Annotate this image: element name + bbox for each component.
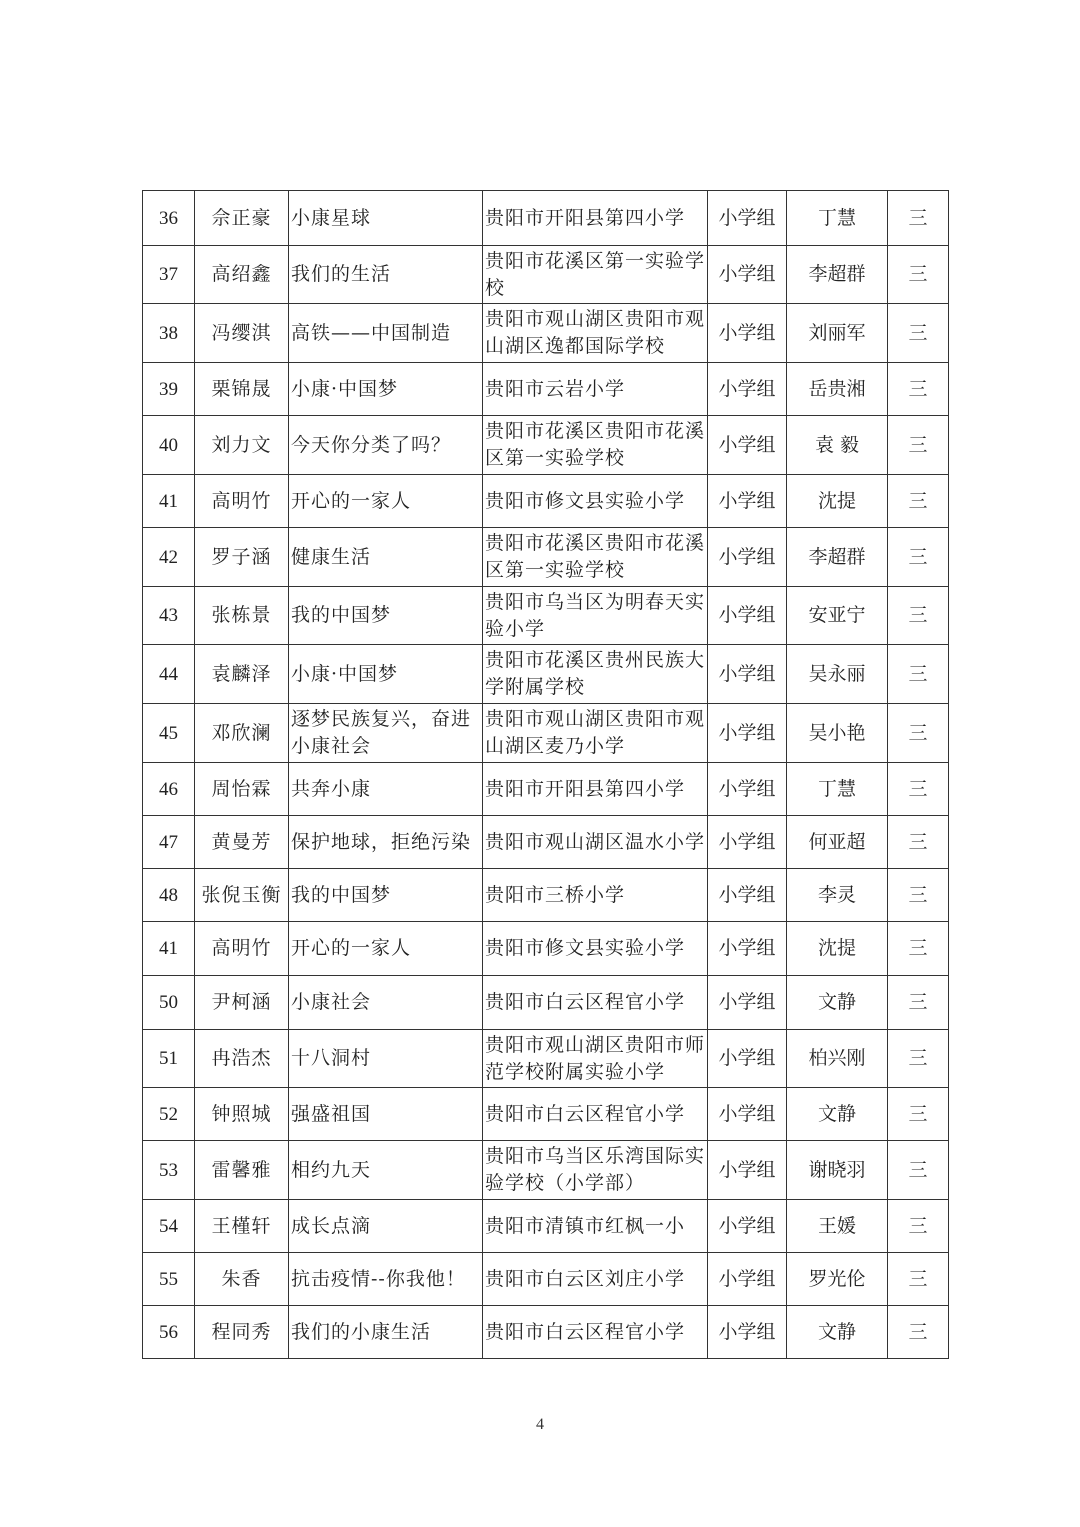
work-title-cell: 小康·中国梦 xyxy=(289,363,483,416)
student-name-cell: 周怡霖 xyxy=(195,763,289,816)
award-level-cell: 三 xyxy=(888,704,949,763)
group-cell: 小学组 xyxy=(708,1088,787,1141)
student-name-cell: 程同秀 xyxy=(195,1306,289,1359)
row-number-cell: 40 xyxy=(143,416,195,475)
school-cell: 贵阳市开阳县第四小学 xyxy=(483,191,708,246)
student-name-cell: 雷馨雅 xyxy=(195,1141,289,1200)
work-title-cell: 相约九天 xyxy=(289,1141,483,1200)
student-name-cell: 冯缨淇 xyxy=(195,304,289,363)
group-cell: 小学组 xyxy=(708,363,787,416)
award-level-cell: 三 xyxy=(888,763,949,816)
student-name-cell: 佘正豪 xyxy=(195,191,289,246)
table-row xyxy=(143,816,949,869)
table-row xyxy=(143,528,949,587)
award-level-cell: 三 xyxy=(888,475,949,528)
work-title-cell: 我们的小康生活 xyxy=(289,1306,483,1359)
group-cell: 小学组 xyxy=(708,191,787,246)
group-cell: 小学组 xyxy=(708,816,787,869)
school-cell: 贵阳市花溪区贵阳市花溪区第一实验学校 xyxy=(483,528,708,587)
group-cell: 小学组 xyxy=(708,645,787,704)
school-cell: 贵阳市观山湖区贵阳市观山湖区麦乃小学 xyxy=(483,704,708,763)
student-name-cell: 刘力文 xyxy=(195,416,289,475)
award-level-cell: 三 xyxy=(888,1030,949,1088)
award-level-cell: 三 xyxy=(888,1306,949,1359)
table-row xyxy=(143,922,949,976)
award-level-cell: 三 xyxy=(888,1253,949,1306)
student-name-cell: 高明竹 xyxy=(195,922,289,976)
row-number-cell: 50 xyxy=(143,976,195,1030)
table-row xyxy=(143,304,949,363)
teacher-cell: 王媛 xyxy=(787,1200,888,1253)
teacher-cell: 文静 xyxy=(787,1306,888,1359)
table-body xyxy=(143,191,949,1359)
work-title-cell: 我的中国梦 xyxy=(289,869,483,922)
work-title-cell: 成长点滴 xyxy=(289,1200,483,1253)
award-level-cell: 三 xyxy=(888,816,949,869)
row-number-cell: 36 xyxy=(143,191,195,246)
teacher-cell: 李超群 xyxy=(787,528,888,587)
school-cell: 贵阳市白云区刘庄小学 xyxy=(483,1253,708,1306)
school-cell: 贵阳市观山湖区贵阳市观山湖区逸都国际学校 xyxy=(483,304,708,363)
award-level-cell: 三 xyxy=(888,363,949,416)
student-name-cell: 袁麟泽 xyxy=(195,645,289,704)
award-level-cell: 三 xyxy=(888,304,949,363)
teacher-cell: 岳贵湘 xyxy=(787,363,888,416)
group-cell: 小学组 xyxy=(708,246,787,304)
student-name-cell: 张倪玉衡 xyxy=(195,869,289,922)
work-title-cell: 小康社会 xyxy=(289,976,483,1030)
table-row xyxy=(143,363,949,416)
row-number-cell: 54 xyxy=(143,1200,195,1253)
teacher-cell: 丁慧 xyxy=(787,763,888,816)
work-title-cell: 开心的一家人 xyxy=(289,922,483,976)
table-row xyxy=(143,763,949,816)
group-cell: 小学组 xyxy=(708,1253,787,1306)
student-name-cell: 邓欣澜 xyxy=(195,704,289,763)
school-cell: 贵阳市观山湖区贵阳市师范学校附属实验小学 xyxy=(483,1030,708,1088)
group-cell: 小学组 xyxy=(708,869,787,922)
award-level-cell: 三 xyxy=(888,246,949,304)
group-cell: 小学组 xyxy=(708,416,787,475)
teacher-cell: 丁慧 xyxy=(787,191,888,246)
student-name-cell: 黄曼芳 xyxy=(195,816,289,869)
work-title-cell: 逐梦民族复兴，奋进小康社会 xyxy=(289,704,483,763)
row-number-cell: 38 xyxy=(143,304,195,363)
row-number-cell: 41 xyxy=(143,475,195,528)
table-row xyxy=(143,645,949,704)
row-number-cell: 48 xyxy=(143,869,195,922)
student-name-cell: 张栋景 xyxy=(195,587,289,645)
row-number-cell: 39 xyxy=(143,363,195,416)
teacher-cell: 安亚宁 xyxy=(787,587,888,645)
school-cell: 贵阳市乌当区乐湾国际实验学校（小学部） xyxy=(483,1141,708,1200)
row-number-cell: 47 xyxy=(143,816,195,869)
work-title-cell: 我们的生活 xyxy=(289,246,483,304)
student-name-cell: 罗子涵 xyxy=(195,528,289,587)
group-cell: 小学组 xyxy=(708,1141,787,1200)
table-row xyxy=(143,976,949,1030)
group-cell: 小学组 xyxy=(708,528,787,587)
work-title-cell: 高铁——中国制造 xyxy=(289,304,483,363)
work-title-cell: 今天你分类了吗？ xyxy=(289,416,483,475)
school-cell: 贵阳市修文县实验小学 xyxy=(483,475,708,528)
row-number-cell: 44 xyxy=(143,645,195,704)
work-title-cell: 小康星球 xyxy=(289,191,483,246)
award-level-cell: 三 xyxy=(888,645,949,704)
teacher-cell: 文静 xyxy=(787,976,888,1030)
teacher-cell: 罗光伦 xyxy=(787,1253,888,1306)
student-name-cell: 高绍鑫 xyxy=(195,246,289,304)
school-cell: 贵阳市三桥小学 xyxy=(483,869,708,922)
teacher-cell: 柏兴刚 xyxy=(787,1030,888,1088)
page-number: 4 xyxy=(536,1416,544,1433)
group-cell: 小学组 xyxy=(708,587,787,645)
group-cell: 小学组 xyxy=(708,922,787,976)
teacher-cell: 李超群 xyxy=(787,246,888,304)
teacher-cell: 谢晓羽 xyxy=(787,1141,888,1200)
table-row xyxy=(143,587,949,645)
school-cell: 贵阳市花溪区第一实验学校 xyxy=(483,246,708,304)
group-cell: 小学组 xyxy=(708,304,787,363)
teacher-cell: 袁 毅 xyxy=(787,416,888,475)
teacher-cell: 沈提 xyxy=(787,475,888,528)
group-cell: 小学组 xyxy=(708,704,787,763)
school-cell: 贵阳市白云区程官小学 xyxy=(483,976,708,1030)
teacher-cell: 吴永丽 xyxy=(787,645,888,704)
work-title-cell: 抗击疫情--你我他！ xyxy=(289,1253,483,1306)
row-number-cell: 43 xyxy=(143,587,195,645)
teacher-cell: 文静 xyxy=(787,1088,888,1141)
group-cell: 小学组 xyxy=(708,976,787,1030)
school-cell: 贵阳市白云区程官小学 xyxy=(483,1306,708,1359)
work-title-cell: 强盛祖国 xyxy=(289,1088,483,1141)
work-title-cell: 十八洞村 xyxy=(289,1030,483,1088)
teacher-cell: 李灵 xyxy=(787,869,888,922)
table-row xyxy=(143,1030,949,1088)
row-number-cell: 52 xyxy=(143,1088,195,1141)
award-level-cell: 三 xyxy=(888,587,949,645)
school-cell: 贵阳市乌当区为明春天实验小学 xyxy=(483,587,708,645)
school-cell: 贵阳市修文县实验小学 xyxy=(483,922,708,976)
award-level-cell: 三 xyxy=(888,922,949,976)
teacher-cell: 吴小艳 xyxy=(787,704,888,763)
row-number-cell: 51 xyxy=(143,1030,195,1088)
student-name-cell: 栗锦晟 xyxy=(195,363,289,416)
row-number-cell: 56 xyxy=(143,1306,195,1359)
table-row xyxy=(143,1306,949,1359)
teacher-cell: 何亚超 xyxy=(787,816,888,869)
teacher-cell: 刘丽军 xyxy=(787,304,888,363)
table-row xyxy=(143,1200,949,1253)
group-cell: 小学组 xyxy=(708,475,787,528)
school-cell: 贵阳市白云区程官小学 xyxy=(483,1088,708,1141)
school-cell: 贵阳市清镇市红枫一小 xyxy=(483,1200,708,1253)
table-row xyxy=(143,1088,949,1141)
row-number-cell: 55 xyxy=(143,1253,195,1306)
table-row xyxy=(143,1253,949,1306)
school-cell: 贵阳市开阳县第四小学 xyxy=(483,763,708,816)
table-row xyxy=(143,246,949,304)
school-cell: 贵阳市观山湖区温水小学 xyxy=(483,816,708,869)
table-row xyxy=(143,704,949,763)
row-number-cell: 45 xyxy=(143,704,195,763)
student-name-cell: 王槿轩 xyxy=(195,1200,289,1253)
award-level-cell: 三 xyxy=(888,416,949,475)
work-title-cell: 健康生活 xyxy=(289,528,483,587)
award-level-cell: 三 xyxy=(888,1088,949,1141)
school-cell: 贵阳市花溪区贵阳市花溪区第一实验学校 xyxy=(483,416,708,475)
student-name-cell: 朱香 xyxy=(195,1253,289,1306)
row-number-cell: 53 xyxy=(143,1141,195,1200)
teacher-cell: 沈提 xyxy=(787,922,888,976)
group-cell: 小学组 xyxy=(708,1306,787,1359)
table-row xyxy=(143,191,949,246)
award-level-cell: 三 xyxy=(888,869,949,922)
row-number-cell: 42 xyxy=(143,528,195,587)
award-level-cell: 三 xyxy=(888,528,949,587)
award-level-cell: 三 xyxy=(888,191,949,246)
student-name-cell: 尹柯涵 xyxy=(195,976,289,1030)
table-row xyxy=(143,416,949,475)
row-number-cell: 41 xyxy=(143,922,195,976)
school-cell: 贵阳市云岩小学 xyxy=(483,363,708,416)
group-cell: 小学组 xyxy=(708,763,787,816)
student-name-cell: 高明竹 xyxy=(195,475,289,528)
student-name-cell: 钟照城 xyxy=(195,1088,289,1141)
row-number-cell: 37 xyxy=(143,246,195,304)
work-title-cell: 小康·中国梦 xyxy=(289,645,483,704)
awards-table xyxy=(142,190,949,1359)
row-number-cell: 46 xyxy=(143,763,195,816)
work-title-cell: 我的中国梦 xyxy=(289,587,483,645)
award-level-cell: 三 xyxy=(888,976,949,1030)
table-row xyxy=(143,869,949,922)
group-cell: 小学组 xyxy=(708,1200,787,1253)
work-title-cell: 共奔小康 xyxy=(289,763,483,816)
group-cell: 小学组 xyxy=(708,1030,787,1088)
award-level-cell: 三 xyxy=(888,1200,949,1253)
work-title-cell: 开心的一家人 xyxy=(289,475,483,528)
table-row xyxy=(143,1141,949,1200)
work-title-cell: 保护地球，拒绝污染 xyxy=(289,816,483,869)
student-name-cell: 冉浩杰 xyxy=(195,1030,289,1088)
award-level-cell: 三 xyxy=(888,1141,949,1200)
table-row xyxy=(143,475,949,528)
school-cell: 贵阳市花溪区贵州民族大学附属学校 xyxy=(483,645,708,704)
